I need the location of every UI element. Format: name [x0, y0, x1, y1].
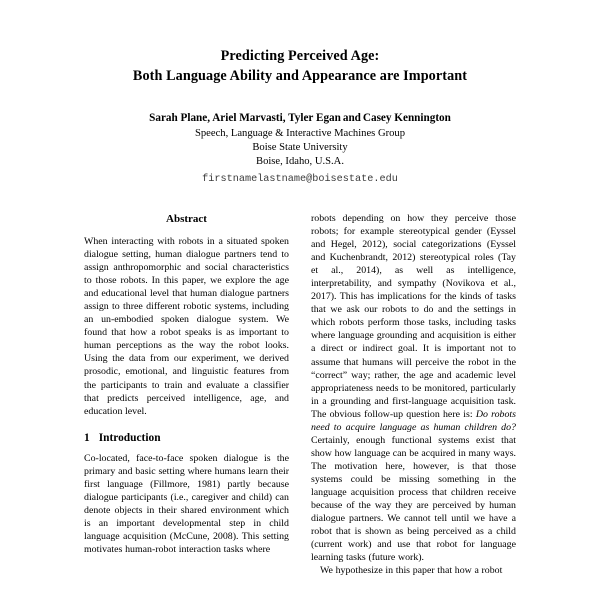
paper-title-line-1: Predicting Perceived Age: [220, 48, 380, 64]
right-column-paragraph-2: We hypothesize in this paper that how a robot [320, 565, 503, 577]
affiliation-location: Boise, Idaho, U.S.A. [256, 156, 344, 168]
introduction-paragraph-1: Co-located, face-to-face spoken dialogue is the primary and basic setting where humans learn their first language (Fillmore, 1981) partly because dialogue participants (i.e., caregiver and child) can denote objects in their shared environment which is an important developmental step in child language acquisition (McCune, 2008). This setting motivates human-robot interaction tasks where [84, 452, 289, 555]
body-columns [84, 212, 516, 577]
introduction-section-number: 1 [84, 431, 90, 444]
right-column-paragraph-1 [311, 212, 516, 564]
paper-title-line-2: Both Language Ability and Appearance are Important [132, 68, 468, 84]
introduction-heading [84, 431, 289, 446]
right-paragraph-1-italic-question: Do robots need to acquire language as human children do? [311, 408, 516, 433]
author-names-primary: Sarah Plane, Ariel Marvasti, Tyler Egan [149, 112, 341, 124]
affiliation-block [84, 127, 516, 170]
abstract-text: When interacting with robots in a situated spoken dialogue setting, human dialogue partners tend to assign anthropomorphic and social characteristics to those robots. In this paper, we explore the age and educational level that human dialogue partners assign to three different robotic systems, including an un-embodied spoken dialogue system. We found that how a robot speaks is as important to human perceptions as the way the robot looks. Using the data from our experiment, we derived prosodic, emotional, and linguistic features from the participants to train and evaluate a classifier that predicts perceived intelligence, age, and education level. [84, 236, 289, 417]
column-left [84, 212, 289, 577]
right-paragraph-1-part-1: robots depending on how they perceive those robots; for example stereotypical gender (Eyssel and Hegel, 2012), social categorizations (Eyssel and Kuchenbrandt, 2012) stereotypical roles (Tay et al., 2014), as well as intelligence, interpretability, and sympathy (Novikova et al., 2017). This has implications for the kinds of tasks that we ask our robots to do and the settings in which robots perform those tasks, including tasks where language grounding and acquisition is either a direct or indirect goal. It is important not to assume that humans will perceive the robot in the “correct” way; rather, the age and academic level appropriateness needs to be monitored, particularly in a grounding and first-language acquisition task. The obvious follow-up question here is: [311, 213, 516, 420]
right-paragraph-1-part-2: Certainly, enough functional systems exist that show how language can be acquired in many ways. The motivation here, however, is that those systems could be missing something in the language acquisition process that children receive because of the way they are perceived by human dialogue partners. We cannot tell until we have a robot that is shown as being perceived as a child (current work) and use that robot for language learning tasks (future work). [311, 434, 516, 564]
author-list [84, 111, 516, 126]
author-conjunction: and [342, 112, 361, 124]
introduction-heading-label: Introduction [98, 431, 161, 444]
contact-email: firstnamelastname@boisestate.edu [202, 173, 398, 185]
affiliation-group: Speech, Language & Interactive Machines Group [194, 128, 406, 139]
abstract-heading: Abstract [166, 213, 207, 225]
paper-title [84, 46, 516, 86]
affiliation-university: Boise State University [252, 142, 348, 154]
author-name-last: Casey Kennington [362, 112, 451, 124]
column-right [311, 212, 516, 577]
